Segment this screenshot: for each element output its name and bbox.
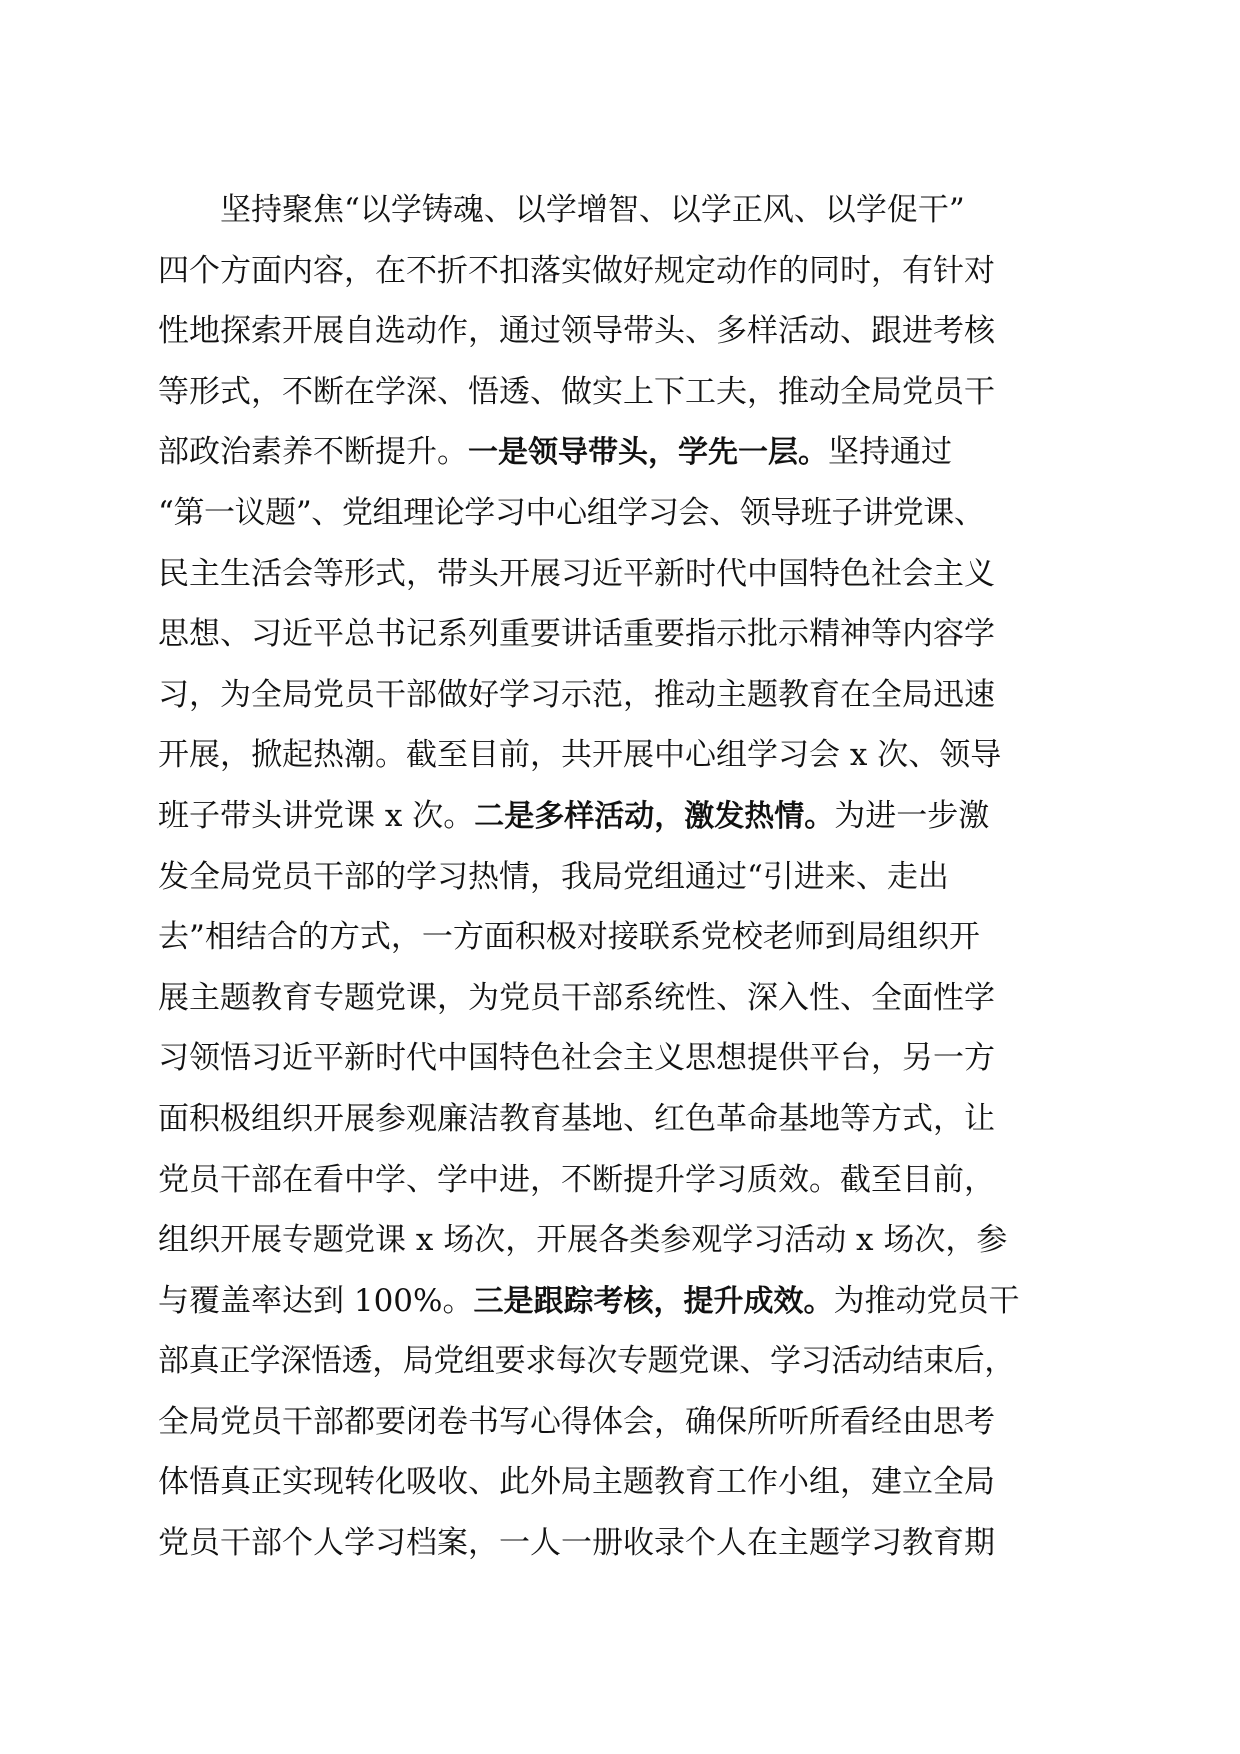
bold-heading-text: 一是领导带头，学先一层。 [468,435,828,471]
line-text: 习，为全局党员干部做好学习示范，推动主题教育在全局迅速 [158,676,995,713]
line-text: 党员干部在看中学、学中进，不断提升学习质效。截至目前， [158,1161,995,1198]
paragraph-line [158,1150,1078,1211]
line-text: 坚持通过 [828,434,952,471]
line-text: 展主题教育专题党课，为党员干部系统性、深入性、全面性学 [158,979,995,1016]
line-text: 坚持聚焦“以学铸魂、以学增智、以学正风、以学促干” [220,192,965,228]
paragraph-line [158,241,1078,302]
line-text: 开展，掀起热潮。截至目前，共开展中心组学习会 x 次、领导 [158,737,1002,774]
line-text: 部政治素养不断提升。 [158,434,468,471]
line-text: 全局党员干部都要闭卷书写心得体会，确保所听所看经由思考 [158,1403,995,1440]
paragraph-line [158,180,1078,241]
paragraph-line [158,1089,1078,1150]
paragraph-line [158,1028,1078,1089]
line-text: 班子带头讲党课 x 次。 [158,797,475,834]
line-text: 体悟真正实现转化吸收、此外局主题教育工作小组，建立全局 [158,1464,995,1501]
paragraph-line [158,968,1078,1029]
paragraph-line [158,1452,1078,1513]
line-text: 民主生活会等形式，带头开展习近平新时代中国特色社会主义 [158,555,995,592]
line-text: 发全局党员干部的学习热情，我局党组通过“引进来、走出 [158,858,949,895]
line-text: 部真正学深悟透，局党组要求每次专题党课、学习活动结束后， [158,1343,1015,1380]
line-text: 等形式，不断在学深、悟透、做实上下工夫，推动全局党员干 [158,373,995,410]
paragraph-line [158,665,1078,726]
line-text: 思想、习近平总书记系列重要讲话重要指示批示精神等内容学 [158,616,995,653]
line-text: 性地探索开展自选动作，通过领导带头、多样活动、跟进考核 [158,313,995,350]
paragraph-line [158,847,1078,908]
line-text: 面积极组织开展参观廉洁教育基地、红色革命基地等方式，让 [158,1100,995,1137]
paragraph-line [158,362,1078,423]
line-text: “第一议题”、党组理论学习中心组学习会、领导班子讲党课、 [158,494,985,531]
paragraph-line [158,301,1078,362]
line-text: 四个方面内容，在不折不扣落实做好规定动作的同时，有针对 [158,252,995,289]
line-text: 为进一步激 [834,797,990,834]
bold-heading-text: 三是跟踪考核，提升成效。 [473,1283,834,1319]
paragraph-line [158,422,1078,483]
line-text: 为推动党员干 [833,1282,1020,1319]
bold-heading-text: 二是多样活动，激发热情。 [474,798,835,834]
paragraph-line [158,725,1078,786]
paragraph-line [158,1331,1078,1392]
line-text: 与覆盖率达到 100%。 [158,1282,474,1319]
paragraph-line [158,1210,1078,1271]
paragraph-line [158,1513,1078,1574]
paragraph-line [158,604,1078,665]
paragraph-line [158,1271,1078,1332]
line-text: 组织开展专题党课 x 场次，开展各类参观学习活动 x 场次，参 [158,1222,1008,1259]
line-text: 去”相结合的方式，一方面积极对接联系党校老师到局组织开 [158,919,980,956]
paragraph-line [158,544,1078,605]
paragraph-line [158,1392,1078,1453]
line-text: 党员干部个人学习档案，一人一册收录个人在主题学习教育期 [158,1525,995,1562]
paragraph-line [158,483,1078,544]
line-text: 习领悟习近平新时代中国特色社会主义思想提供平台，另一方 [158,1040,995,1077]
paragraph-line [158,786,1078,847]
body-paragraph [158,180,1078,1574]
paragraph-line [158,907,1078,968]
